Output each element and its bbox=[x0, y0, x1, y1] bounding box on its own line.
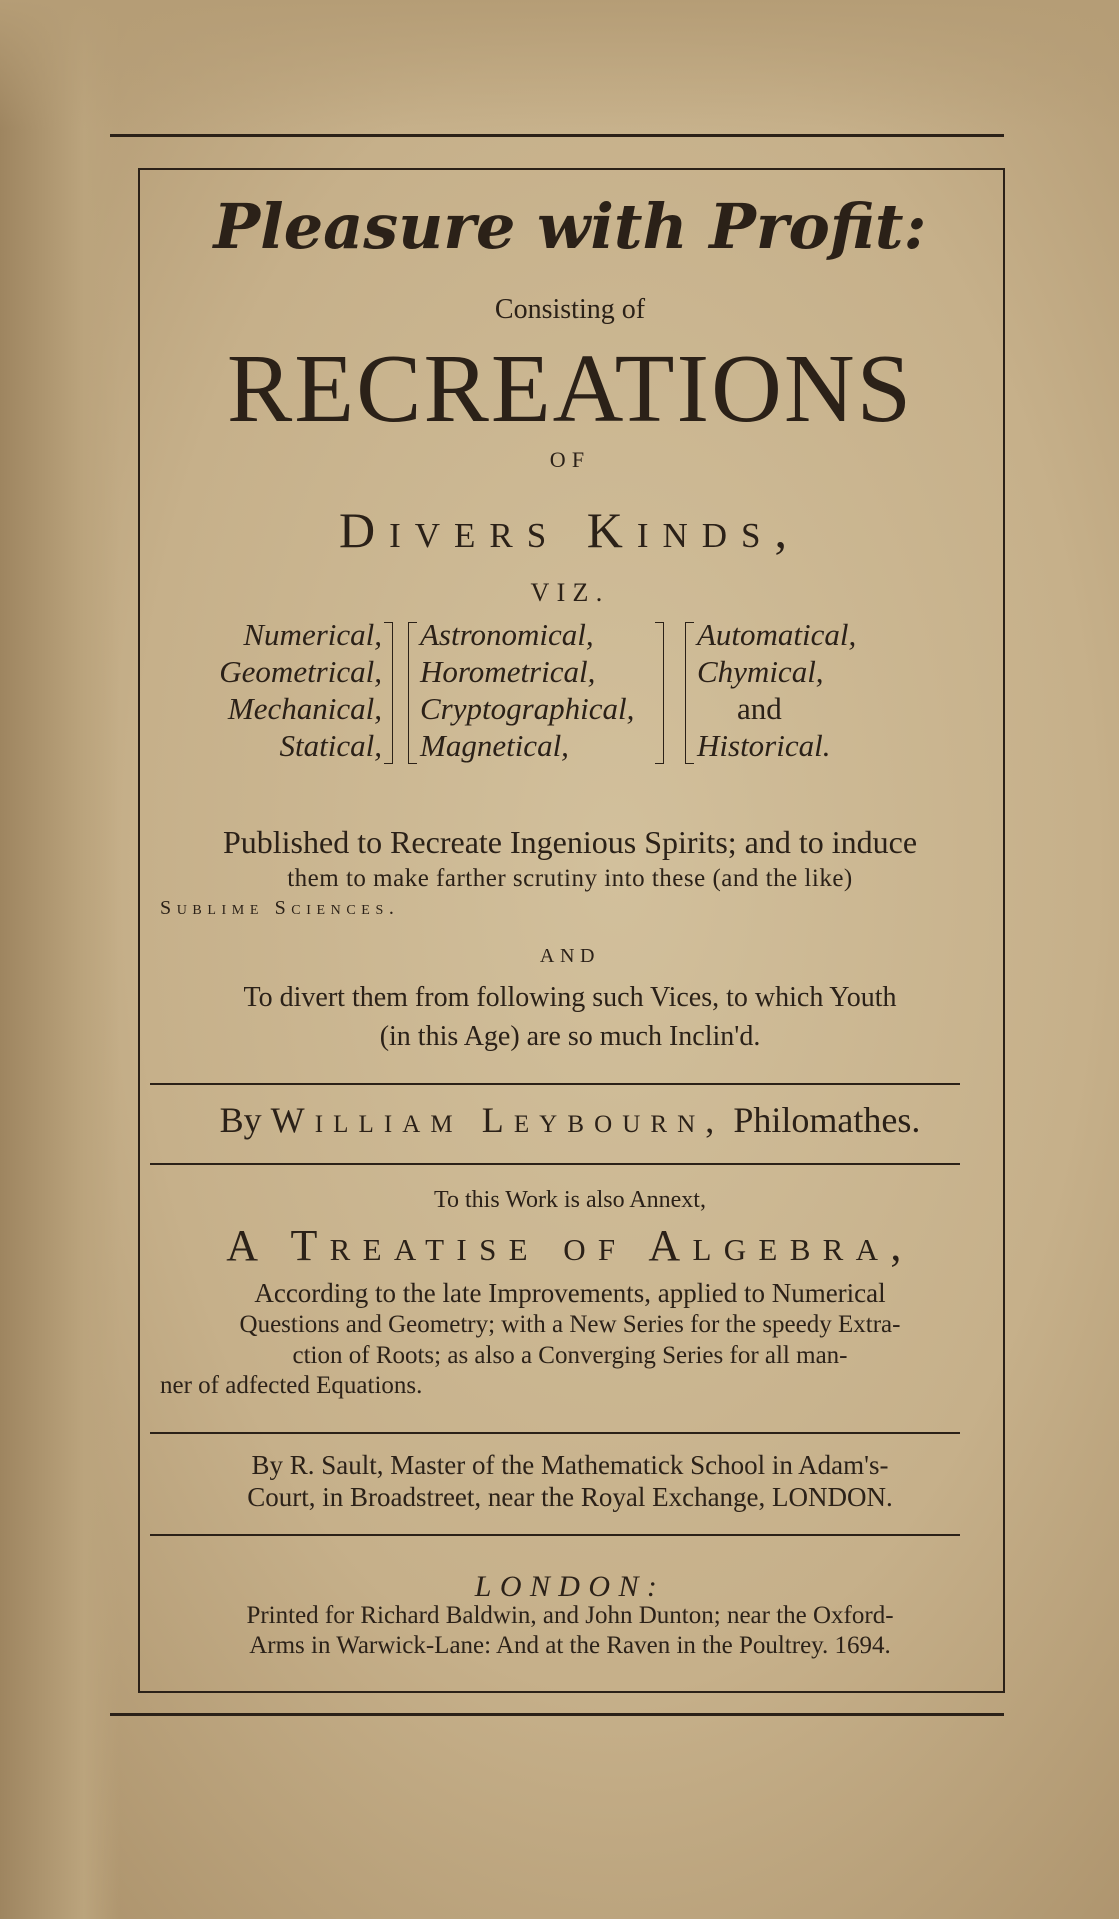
imprint-city: LONDON: bbox=[474, 1570, 666, 1603]
annex-line: To this Work is also Annext, bbox=[434, 1187, 706, 1213]
column-item: Geometrical, bbox=[219, 654, 382, 689]
column-item: Cryptographical, bbox=[420, 691, 635, 726]
and-label: AND bbox=[539, 945, 601, 967]
divider bbox=[150, 1083, 960, 1085]
according-line-1: According to the late Improvements, applied to Numerical bbox=[254, 1278, 886, 1308]
divers-kinds: Divers Kinds, bbox=[338, 502, 801, 558]
column-item: Automatical, bbox=[697, 617, 857, 652]
column-2 bbox=[420, 616, 634, 764]
column-item: Numerical, bbox=[243, 617, 382, 652]
column-1 bbox=[192, 616, 382, 764]
brace bbox=[384, 622, 393, 764]
treatise-heading: A Treatise of Algebra, bbox=[226, 1221, 914, 1270]
page-edge-shadow bbox=[0, 0, 120, 1919]
brace bbox=[685, 622, 694, 764]
imprint-line-1: Printed for Richard Baldwin, and John Dunton; near the Oxford- bbox=[246, 1602, 894, 1629]
consisting-of: Consisting of bbox=[494, 294, 646, 325]
top-outer-rule bbox=[110, 134, 1004, 137]
viz-label: VIZ. bbox=[530, 578, 610, 607]
divider bbox=[150, 1534, 960, 1536]
published-line-1: Published to Recreate Ingenious Spirits; and to induce bbox=[222, 824, 918, 860]
of-label: OF bbox=[549, 447, 591, 472]
author-by: By bbox=[219, 1100, 262, 1140]
column-item: and bbox=[737, 691, 782, 726]
column-item: Magnetical, bbox=[420, 728, 569, 763]
column-item: Historical. bbox=[697, 728, 831, 763]
published-line-2: them to make farther scrutiny into these (and the like) bbox=[287, 865, 853, 892]
imprint-line-2: Arms in Warwick-Lane: And at the Raven in the Poultrey. 1694. bbox=[249, 1632, 891, 1659]
title: Pleasure with Profit: bbox=[213, 190, 927, 263]
recreations-heading: RECREATIONS bbox=[226, 335, 914, 443]
page-top-stain bbox=[0, 0, 1119, 130]
divert-line-2: (in this Age) are so much Inclin'd. bbox=[379, 1021, 761, 1052]
column-3 bbox=[697, 616, 856, 764]
sault-line-1: By R. Sault, Master of the Mathematick School in Adam's- bbox=[251, 1450, 889, 1480]
according-line-4: ner of adfected Equations. bbox=[160, 1372, 423, 1399]
column-item: Horometrical, bbox=[420, 654, 596, 689]
bottom-outer-rule bbox=[110, 1713, 1004, 1716]
sault-line-2: Court, in Broadstreet, near the Royal Exchange, LONDON. bbox=[247, 1482, 893, 1512]
brace bbox=[408, 622, 417, 764]
column-item: Statical, bbox=[279, 728, 382, 763]
according-line-2: Questions and Geometry; with a New Series for the speedy Extra- bbox=[239, 1311, 901, 1338]
divider bbox=[150, 1432, 960, 1434]
published-line-3: Sublime Sciences. bbox=[160, 897, 400, 919]
column-item: Chymical, bbox=[697, 654, 824, 689]
according-line-3: ction of Roots; as also a Converging Series for all man- bbox=[292, 1342, 848, 1369]
divider bbox=[150, 1163, 960, 1165]
column-item: Astronomical, bbox=[420, 617, 594, 652]
brace bbox=[655, 622, 664, 764]
column-item: Mechanical, bbox=[227, 691, 382, 726]
author-name: William Leybourn, bbox=[270, 1100, 725, 1140]
divert-line-1: To divert them from following such Vices, to which Youth bbox=[243, 982, 897, 1013]
author-line bbox=[140, 1102, 1000, 1138]
author-title: Philomathes. bbox=[733, 1100, 921, 1140]
